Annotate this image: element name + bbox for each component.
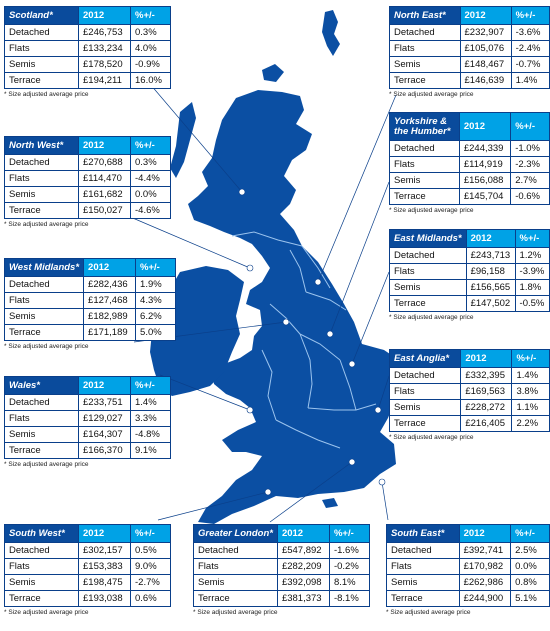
average-price: £193,038	[79, 591, 131, 607]
table-row	[5, 57, 171, 73]
table-row	[390, 296, 550, 312]
region-table-south-east	[386, 524, 550, 617]
marker-scotland	[239, 189, 245, 195]
price-change: -0.2%	[329, 559, 369, 575]
average-price: £228,272	[461, 400, 512, 416]
property-type: Flats	[390, 264, 467, 280]
average-price: £169,563	[461, 384, 512, 400]
table-header-row	[5, 7, 171, 25]
average-price: £164,307	[79, 427, 131, 443]
change-header: %+/-	[329, 525, 369, 543]
price-change: 1.4%	[512, 368, 550, 384]
table-row	[194, 559, 370, 575]
price-table	[4, 258, 176, 341]
average-price: £381,373	[277, 591, 329, 607]
average-price: £182,989	[84, 309, 136, 325]
property-type: Detached	[390, 248, 467, 264]
footnote: * Size adjusted average price	[389, 91, 474, 98]
average-price: £198,475	[79, 575, 131, 591]
table-row	[5, 187, 171, 203]
price-change: -0.7%	[511, 57, 549, 73]
marker-east-midlands	[349, 361, 355, 367]
property-type: Terrace	[5, 325, 84, 341]
property-type: Semis	[390, 280, 467, 296]
property-type: Terrace	[390, 73, 461, 89]
table-row	[5, 203, 171, 219]
price-change: 0.5%	[131, 543, 171, 559]
price-change: 0.6%	[131, 591, 171, 607]
marker-yorkshire	[327, 331, 333, 337]
average-price: £332,395	[461, 368, 512, 384]
price-change: -8.1%	[329, 591, 369, 607]
footnote: * Size adjusted average price	[386, 609, 471, 616]
marker-south-east	[379, 479, 385, 485]
marker-north-east	[315, 279, 321, 285]
price-change: -1.6%	[329, 543, 369, 559]
year-header: 2012	[459, 525, 511, 543]
year-header: 2012	[277, 525, 329, 543]
property-type: Detached	[390, 368, 461, 384]
change-header: %+/-	[131, 525, 171, 543]
price-change: -4.8%	[131, 427, 171, 443]
price-change: -0.5%	[515, 296, 549, 312]
property-type: Detached	[5, 277, 84, 293]
average-price: £392,098	[277, 575, 329, 591]
price-change: 16.0%	[131, 73, 171, 89]
table-row	[5, 427, 171, 443]
property-type: Semis	[5, 427, 79, 443]
price-change: -2.7%	[131, 575, 171, 591]
property-type: Flats	[390, 157, 460, 173]
property-type: Flats	[194, 559, 278, 575]
property-type: Flats	[390, 41, 461, 57]
region-table-greater-london	[193, 524, 370, 617]
price-table	[389, 112, 550, 205]
table-row	[5, 171, 171, 187]
region-name: East Anglia*	[390, 350, 461, 368]
property-type: Detached	[5, 543, 79, 559]
property-type: Flats	[5, 41, 79, 57]
price-table	[386, 524, 550, 607]
price-change: -1.0%	[511, 141, 550, 157]
property-type: Semis	[387, 575, 460, 591]
average-price: £170,982	[459, 559, 511, 575]
average-price: £114,470	[79, 171, 131, 187]
region-table-wales	[4, 376, 171, 469]
year-header: 2012	[461, 350, 512, 368]
year-header: 2012	[84, 259, 136, 277]
region-name: North West*	[5, 137, 79, 155]
region-table-west-midlands	[4, 258, 176, 351]
outer-hebrides	[170, 102, 196, 178]
average-price: £302,157	[79, 543, 131, 559]
table-header-row	[5, 137, 171, 155]
table-row	[5, 325, 176, 341]
average-price: £282,209	[277, 559, 329, 575]
table-row	[390, 264, 550, 280]
table-row	[387, 543, 550, 559]
region-name: West Midlands*	[5, 259, 84, 277]
average-price: £133,234	[79, 41, 131, 57]
table-row	[5, 155, 171, 171]
marker-east-anglia	[375, 407, 381, 413]
property-type: Detached	[5, 155, 79, 171]
price-table	[389, 229, 550, 312]
marker-west-midlands	[283, 319, 289, 325]
property-type: Flats	[5, 559, 79, 575]
change-header: %+/-	[511, 113, 550, 141]
marker-south-west	[265, 489, 271, 495]
average-price: £145,704	[459, 189, 510, 205]
table-row	[194, 575, 370, 591]
property-type: Terrace	[390, 296, 467, 312]
price-change: -4.6%	[131, 203, 171, 219]
region-table-north-east	[389, 6, 550, 99]
property-type: Terrace	[194, 591, 278, 607]
table-row	[194, 543, 370, 559]
footnote: * Size adjusted average price	[4, 221, 89, 228]
property-type: Semis	[390, 400, 461, 416]
average-price: £244,339	[459, 141, 510, 157]
average-price: £105,076	[460, 41, 511, 57]
average-price: £243,713	[466, 248, 515, 264]
property-type: Flats	[5, 293, 84, 309]
year-header: 2012	[79, 7, 131, 25]
table-row	[5, 591, 171, 607]
change-header: %+/-	[131, 137, 171, 155]
year-header: 2012	[466, 230, 515, 248]
table-row	[390, 173, 550, 189]
table-row	[5, 395, 171, 411]
property-type: Terrace	[5, 203, 79, 219]
change-header: %+/-	[131, 377, 171, 395]
price-table	[4, 376, 171, 459]
orkney-islands	[262, 64, 284, 82]
year-header: 2012	[79, 377, 131, 395]
price-change: 0.0%	[511, 559, 550, 575]
price-change: -4.4%	[131, 171, 171, 187]
price-change: -0.9%	[131, 57, 171, 73]
table-row	[390, 41, 550, 57]
price-change: 1.4%	[131, 395, 171, 411]
footnote: * Size adjusted average price	[389, 434, 474, 441]
price-change: 9.1%	[131, 443, 171, 459]
table-row	[390, 384, 550, 400]
table-row	[390, 25, 550, 41]
price-table	[4, 6, 171, 89]
property-type: Flats	[390, 384, 461, 400]
change-header: %+/-	[512, 350, 550, 368]
region-name: East Midlands*	[390, 230, 467, 248]
price-change: -0.6%	[511, 189, 550, 205]
price-change: -2.3%	[511, 157, 550, 173]
price-change: 2.7%	[511, 173, 550, 189]
table-row	[5, 309, 176, 325]
average-price: £156,088	[459, 173, 510, 189]
price-change: 1.9%	[136, 277, 176, 293]
average-price: £194,211	[79, 73, 131, 89]
table-header-row	[390, 7, 550, 25]
region-name: South West*	[5, 525, 79, 543]
property-type: Semis	[5, 187, 79, 203]
region-table-north-west	[4, 136, 171, 229]
average-price: £166,370	[79, 443, 131, 459]
price-change: -2.4%	[511, 41, 549, 57]
table-row	[5, 293, 176, 309]
property-type: Terrace	[5, 73, 79, 89]
property-type: Detached	[387, 543, 460, 559]
price-change: 0.8%	[511, 575, 550, 591]
average-price: £147,502	[466, 296, 515, 312]
table-row	[5, 443, 171, 459]
table-row	[194, 591, 370, 607]
region-table-east-anglia	[389, 349, 550, 442]
price-change: 1.2%	[515, 248, 549, 264]
average-price: £282,436	[84, 277, 136, 293]
isle-of-wight	[322, 498, 338, 508]
region-table-scotland	[4, 6, 171, 99]
average-price: £127,468	[84, 293, 136, 309]
table-header-row	[390, 350, 550, 368]
property-type: Detached	[390, 25, 461, 41]
marker-wales	[247, 407, 253, 413]
price-change: 2.5%	[511, 543, 550, 559]
price-table	[389, 349, 550, 432]
price-change: 8.1%	[329, 575, 369, 591]
table-row	[5, 25, 171, 41]
average-price: £232,907	[460, 25, 511, 41]
table-row	[390, 73, 550, 89]
property-type: Semis	[5, 309, 84, 325]
price-change: -3.6%	[511, 25, 549, 41]
average-price: £244,900	[459, 591, 511, 607]
average-price: £150,027	[79, 203, 131, 219]
property-type: Detached	[390, 141, 460, 157]
price-change: 0.3%	[131, 155, 171, 171]
footnote: * Size adjusted average price	[389, 314, 474, 321]
property-type: Terrace	[390, 189, 460, 205]
region-table-south-west	[4, 524, 171, 617]
table-header-row	[5, 377, 171, 395]
property-type: Semis	[390, 173, 460, 189]
average-price: £96,158	[466, 264, 515, 280]
average-price: £262,986	[459, 575, 511, 591]
property-type: Terrace	[390, 416, 461, 432]
property-type: Flats	[5, 171, 79, 187]
price-change: 0.0%	[131, 187, 171, 203]
region-name: Greater London*	[194, 525, 278, 543]
price-change: 3.8%	[512, 384, 550, 400]
table-header-row	[5, 525, 171, 543]
average-price: £233,751	[79, 395, 131, 411]
year-header: 2012	[79, 137, 131, 155]
property-type: Semis	[5, 575, 79, 591]
price-change: 9.0%	[131, 559, 171, 575]
region-name: Scotland*	[5, 7, 79, 25]
table-row	[390, 368, 550, 384]
property-type: Detached	[194, 543, 278, 559]
change-header: %+/-	[511, 525, 550, 543]
property-type: Flats	[5, 411, 79, 427]
price-table	[4, 136, 171, 219]
price-table	[4, 524, 171, 607]
table-header-row	[387, 525, 550, 543]
marker-north-west	[247, 265, 253, 271]
region-name: Wales*	[5, 377, 79, 395]
average-price: £161,682	[79, 187, 131, 203]
average-price: £153,383	[79, 559, 131, 575]
property-type: Semis	[5, 57, 79, 73]
property-type: Flats	[387, 559, 460, 575]
price-change: 5.1%	[511, 591, 550, 607]
footnote: * Size adjusted average price	[4, 609, 89, 616]
region-table-yorkshire	[389, 112, 550, 215]
property-type: Terrace	[5, 443, 79, 459]
average-price: £270,688	[79, 155, 131, 171]
table-row	[390, 400, 550, 416]
average-price: £171,189	[84, 325, 136, 341]
table-row	[390, 416, 550, 432]
footnote: * Size adjusted average price	[4, 343, 89, 350]
average-price: £146,639	[460, 73, 511, 89]
average-price: £156,565	[466, 280, 515, 296]
table-header-row	[390, 113, 550, 141]
table-row	[387, 559, 550, 575]
price-change: 2.2%	[512, 416, 550, 432]
price-change: 4.3%	[136, 293, 176, 309]
table-row	[390, 248, 550, 264]
price-change: 0.3%	[131, 25, 171, 41]
price-table	[193, 524, 370, 607]
table-row	[5, 559, 171, 575]
region-name: South East*	[387, 525, 460, 543]
table-row	[390, 57, 550, 73]
table-row	[5, 277, 176, 293]
table-row	[5, 41, 171, 57]
region-table-east-midlands	[389, 229, 550, 322]
price-change: 6.2%	[136, 309, 176, 325]
price-change: 1.1%	[512, 400, 550, 416]
price-change: 5.0%	[136, 325, 176, 341]
property-type: Detached	[5, 395, 79, 411]
average-price: £216,405	[461, 416, 512, 432]
average-price: £547,892	[277, 543, 329, 559]
table-row	[390, 157, 550, 173]
table-row	[390, 189, 550, 205]
region-name: North East*	[390, 7, 461, 25]
change-header: %+/-	[136, 259, 176, 277]
average-price: £148,467	[460, 57, 511, 73]
price-change: 1.4%	[511, 73, 549, 89]
average-price: £246,753	[79, 25, 131, 41]
footnote: * Size adjusted average price	[389, 207, 474, 214]
change-header: %+/-	[515, 230, 549, 248]
marker-london	[349, 459, 355, 465]
table-row	[387, 591, 550, 607]
year-header: 2012	[460, 7, 511, 25]
table-header-row	[5, 259, 176, 277]
property-type: Semis	[194, 575, 278, 591]
property-type: Terrace	[387, 591, 460, 607]
average-price: £178,520	[79, 57, 131, 73]
price-change: 3.3%	[131, 411, 171, 427]
footnote: * Size adjusted average price	[4, 461, 89, 468]
price-change: 1.8%	[515, 280, 549, 296]
table-header-row	[194, 525, 370, 543]
footnote: * Size adjusted average price	[193, 609, 278, 616]
change-header: %+/-	[511, 7, 549, 25]
price-change: 4.0%	[131, 41, 171, 57]
table-row	[390, 280, 550, 296]
price-table	[389, 6, 550, 89]
average-price: £392,741	[459, 543, 511, 559]
average-price: £129,027	[79, 411, 131, 427]
shetland-islands	[322, 10, 340, 56]
property-type: Detached	[5, 25, 79, 41]
footnote: * Size adjusted average price	[4, 91, 89, 98]
price-change: -3.9%	[515, 264, 549, 280]
change-header: %+/-	[131, 7, 171, 25]
table-row	[387, 575, 550, 591]
table-row	[5, 411, 171, 427]
table-row	[5, 73, 171, 89]
year-header: 2012	[459, 113, 510, 141]
table-header-row	[390, 230, 550, 248]
average-price: £114,919	[459, 157, 510, 173]
property-type: Terrace	[5, 591, 79, 607]
table-row	[5, 575, 171, 591]
property-type: Semis	[390, 57, 461, 73]
year-header: 2012	[79, 525, 131, 543]
table-row	[390, 141, 550, 157]
region-name: Yorkshire & the Humber*	[390, 113, 460, 141]
table-row	[5, 543, 171, 559]
